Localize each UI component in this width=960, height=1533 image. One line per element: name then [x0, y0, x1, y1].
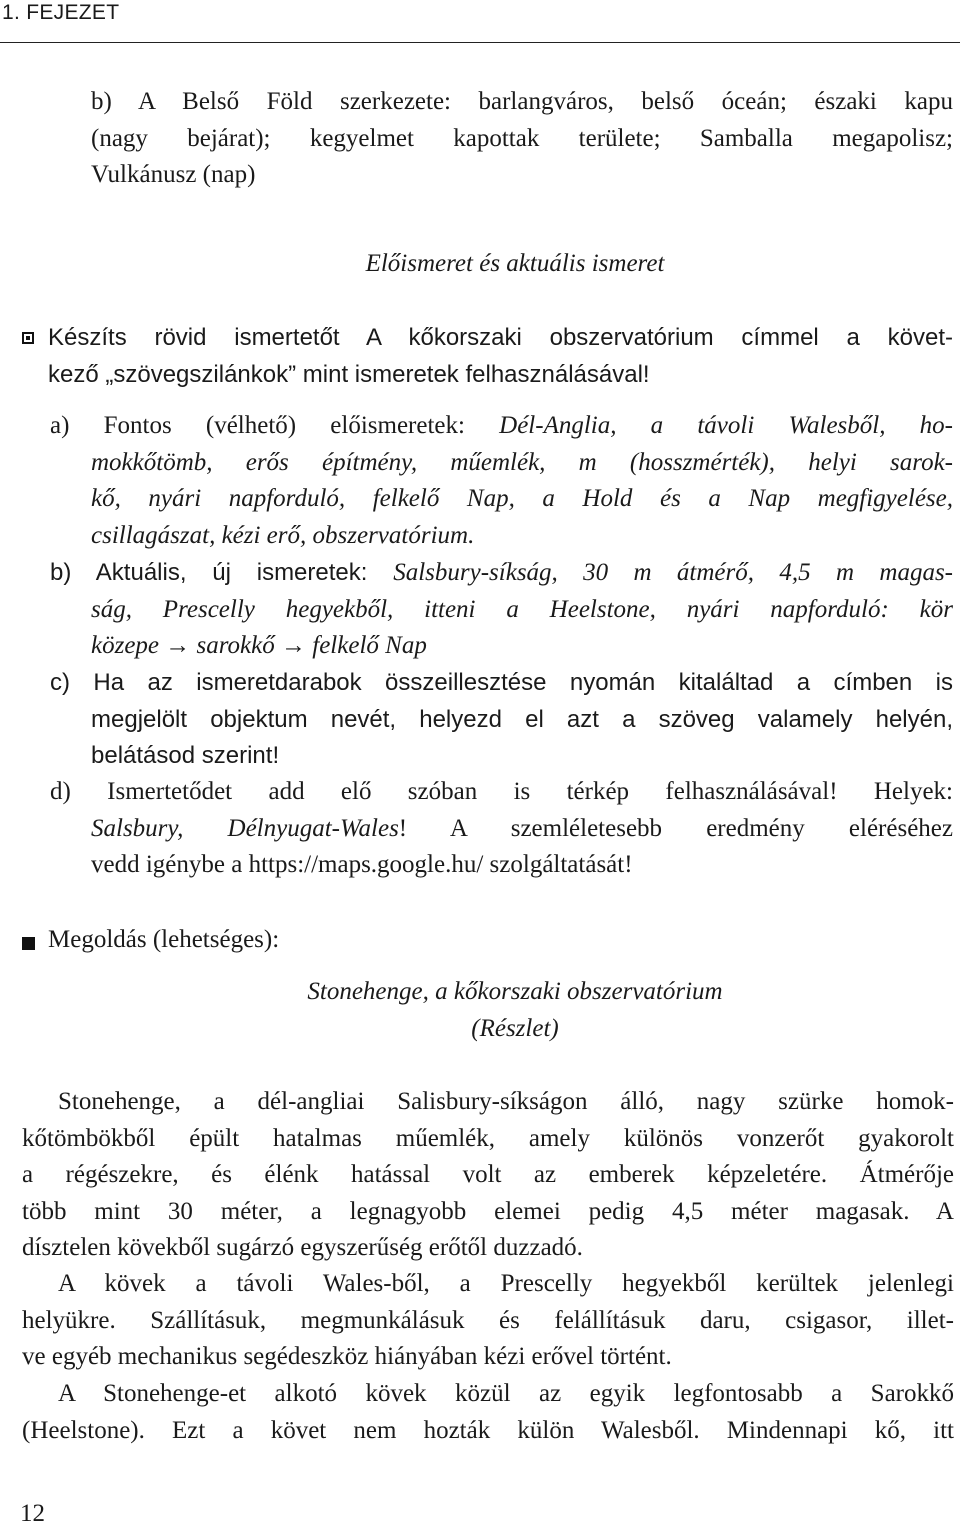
page-header — [0, 0, 960, 43]
text-line: Vulkánusz (nap) — [91, 161, 256, 188]
hollow-square-bullet-icon — [22, 332, 34, 344]
italic-text: felkelő Nap — [312, 632, 427, 659]
text-line: ve egyéb mechanikus segédeszköz hiányában kézi erővel történt. — [22, 1343, 672, 1370]
solid-square-bullet-icon — [22, 937, 35, 950]
text-line: (nagy bejárat); kegyelmet kapottak területe; Samballa megapolisz; — [91, 124, 953, 152]
text-line — [50, 811, 953, 848]
subheading: Előismeret és aktuális ismeret — [365, 250, 665, 277]
text-line: A Stonehenge-et alkotó kövek közül az egyik legfontosabb a Sarokkő — [58, 1380, 954, 1407]
item-a — [50, 408, 953, 554]
text-line — [50, 592, 953, 629]
text-line: helyükre. Szállításuk, megmunkálásuk és felállításuk daru, csigasor, illet- — [22, 1306, 954, 1334]
text-line: dísztelen kövekből sugárzó egyszerűség erőtől duzzadó. — [22, 1234, 583, 1261]
article-paragraph-2 — [22, 1266, 954, 1376]
italic-text: kő, nyári napforduló, felkelő Nap, a Hold és a Nap megfigyelése, — [91, 485, 953, 512]
item-a-italic: Dél-Anglia, a távoli Walesből, ho- — [499, 412, 953, 439]
text-line — [50, 628, 953, 665]
italic-text: mokkőtömb, erős építmény, műemlék, m (hosszmérték), helyi sarok- — [91, 448, 953, 476]
text-line: megjelölt objektum nevét, helyezd el azt a szöveg valamely helyén, — [91, 705, 953, 733]
section-b — [91, 84, 953, 194]
article-paragraph-3 — [22, 1376, 954, 1449]
italic-text: csillagászat, kézi erő, obszervatórium. — [91, 521, 475, 549]
text-line: c) Ha az ismeretdarabok összeillesztése nyomán kitaláltad a címben is — [50, 669, 953, 696]
text-line: d) Ismertetődet add elő szóban is térkép felhasználásával! Helyek: — [50, 778, 953, 805]
text-line — [50, 408, 953, 445]
text-span: ! A szemléletesebb eredmény eléréséhez — [398, 814, 953, 842]
text-line: A kövek a távoli Wales-ből, a Prescelly hegyekből kerültek jelenlegi — [58, 1270, 954, 1297]
italic-text: közepe — [91, 632, 160, 659]
text-line: (Heelstone). Ezt a követ nem hozták külön Walesből. Mindennapi kő, itt — [22, 1416, 954, 1444]
chapter-title: 1. FEJEZET — [2, 1, 120, 24]
item-a-label: a) Fontos (vélhető) előismeretek: — [50, 412, 500, 439]
item-b-label: b) Aktuális, új ismeretek: — [50, 559, 394, 586]
text-line — [50, 445, 953, 482]
item-b — [50, 555, 953, 665]
italic-text: ság, Prescelly hegyekből, itteni a Heelstone, nyári napforduló: kör — [91, 595, 953, 623]
text-line: kező „szövegszilánkok” mint ismeretek felhasználásával! — [48, 360, 650, 388]
item-c — [50, 665, 953, 775]
italic-text: sarokkő — [196, 632, 275, 659]
text-line: belátásod szerint! — [91, 742, 280, 769]
task-text — [48, 320, 953, 393]
arrow-icon: → — [281, 632, 307, 659]
text-line — [50, 481, 953, 518]
italic-text: Salsbury, Délnyugat-Wales — [91, 814, 399, 842]
text-line: a régészekre, és élénk hatással volt az emberek képzeletére. Átmérője — [22, 1161, 954, 1188]
solution-label: Megoldás (lehetséges): — [48, 926, 280, 953]
italic-text: Salsbury-síkság, 30 m átmérő, 4,5 m magas- — [393, 559, 954, 586]
text-line: b) A Belső Föld szerkezete: barlangváros, belső óceán; északi kapu — [91, 88, 953, 115]
text-line: több mint 30 méter, a legnagyobb elemei pedig 4,5 méter magasak. A — [22, 1197, 954, 1225]
article-subtitle: (Részlet) — [471, 1015, 559, 1042]
text-line — [50, 518, 953, 555]
text-line: Stonehenge, a dél-angliai Salisbury-síkságon álló, nagy szürke homok- — [58, 1088, 954, 1115]
text-line: kőtömbökből épült hatalmas műemlék, amely különös vonzerőt gyakorolt — [22, 1124, 954, 1152]
article-title: Stonehenge, a kőkorszaki obszervatórium — [307, 978, 723, 1005]
page-number: 12 — [20, 1500, 45, 1527]
item-d — [50, 774, 953, 884]
text-line — [50, 555, 953, 592]
text-line: vedd igénybe a https://maps.google.hu/ szolgáltatását! — [91, 851, 633, 878]
arrow-icon: → — [165, 632, 191, 659]
article-paragraph-1 — [22, 1084, 954, 1267]
text-line: Készíts rövid ismertetőt A kőkorszaki obszervatórium címmel a követ- — [48, 324, 953, 351]
